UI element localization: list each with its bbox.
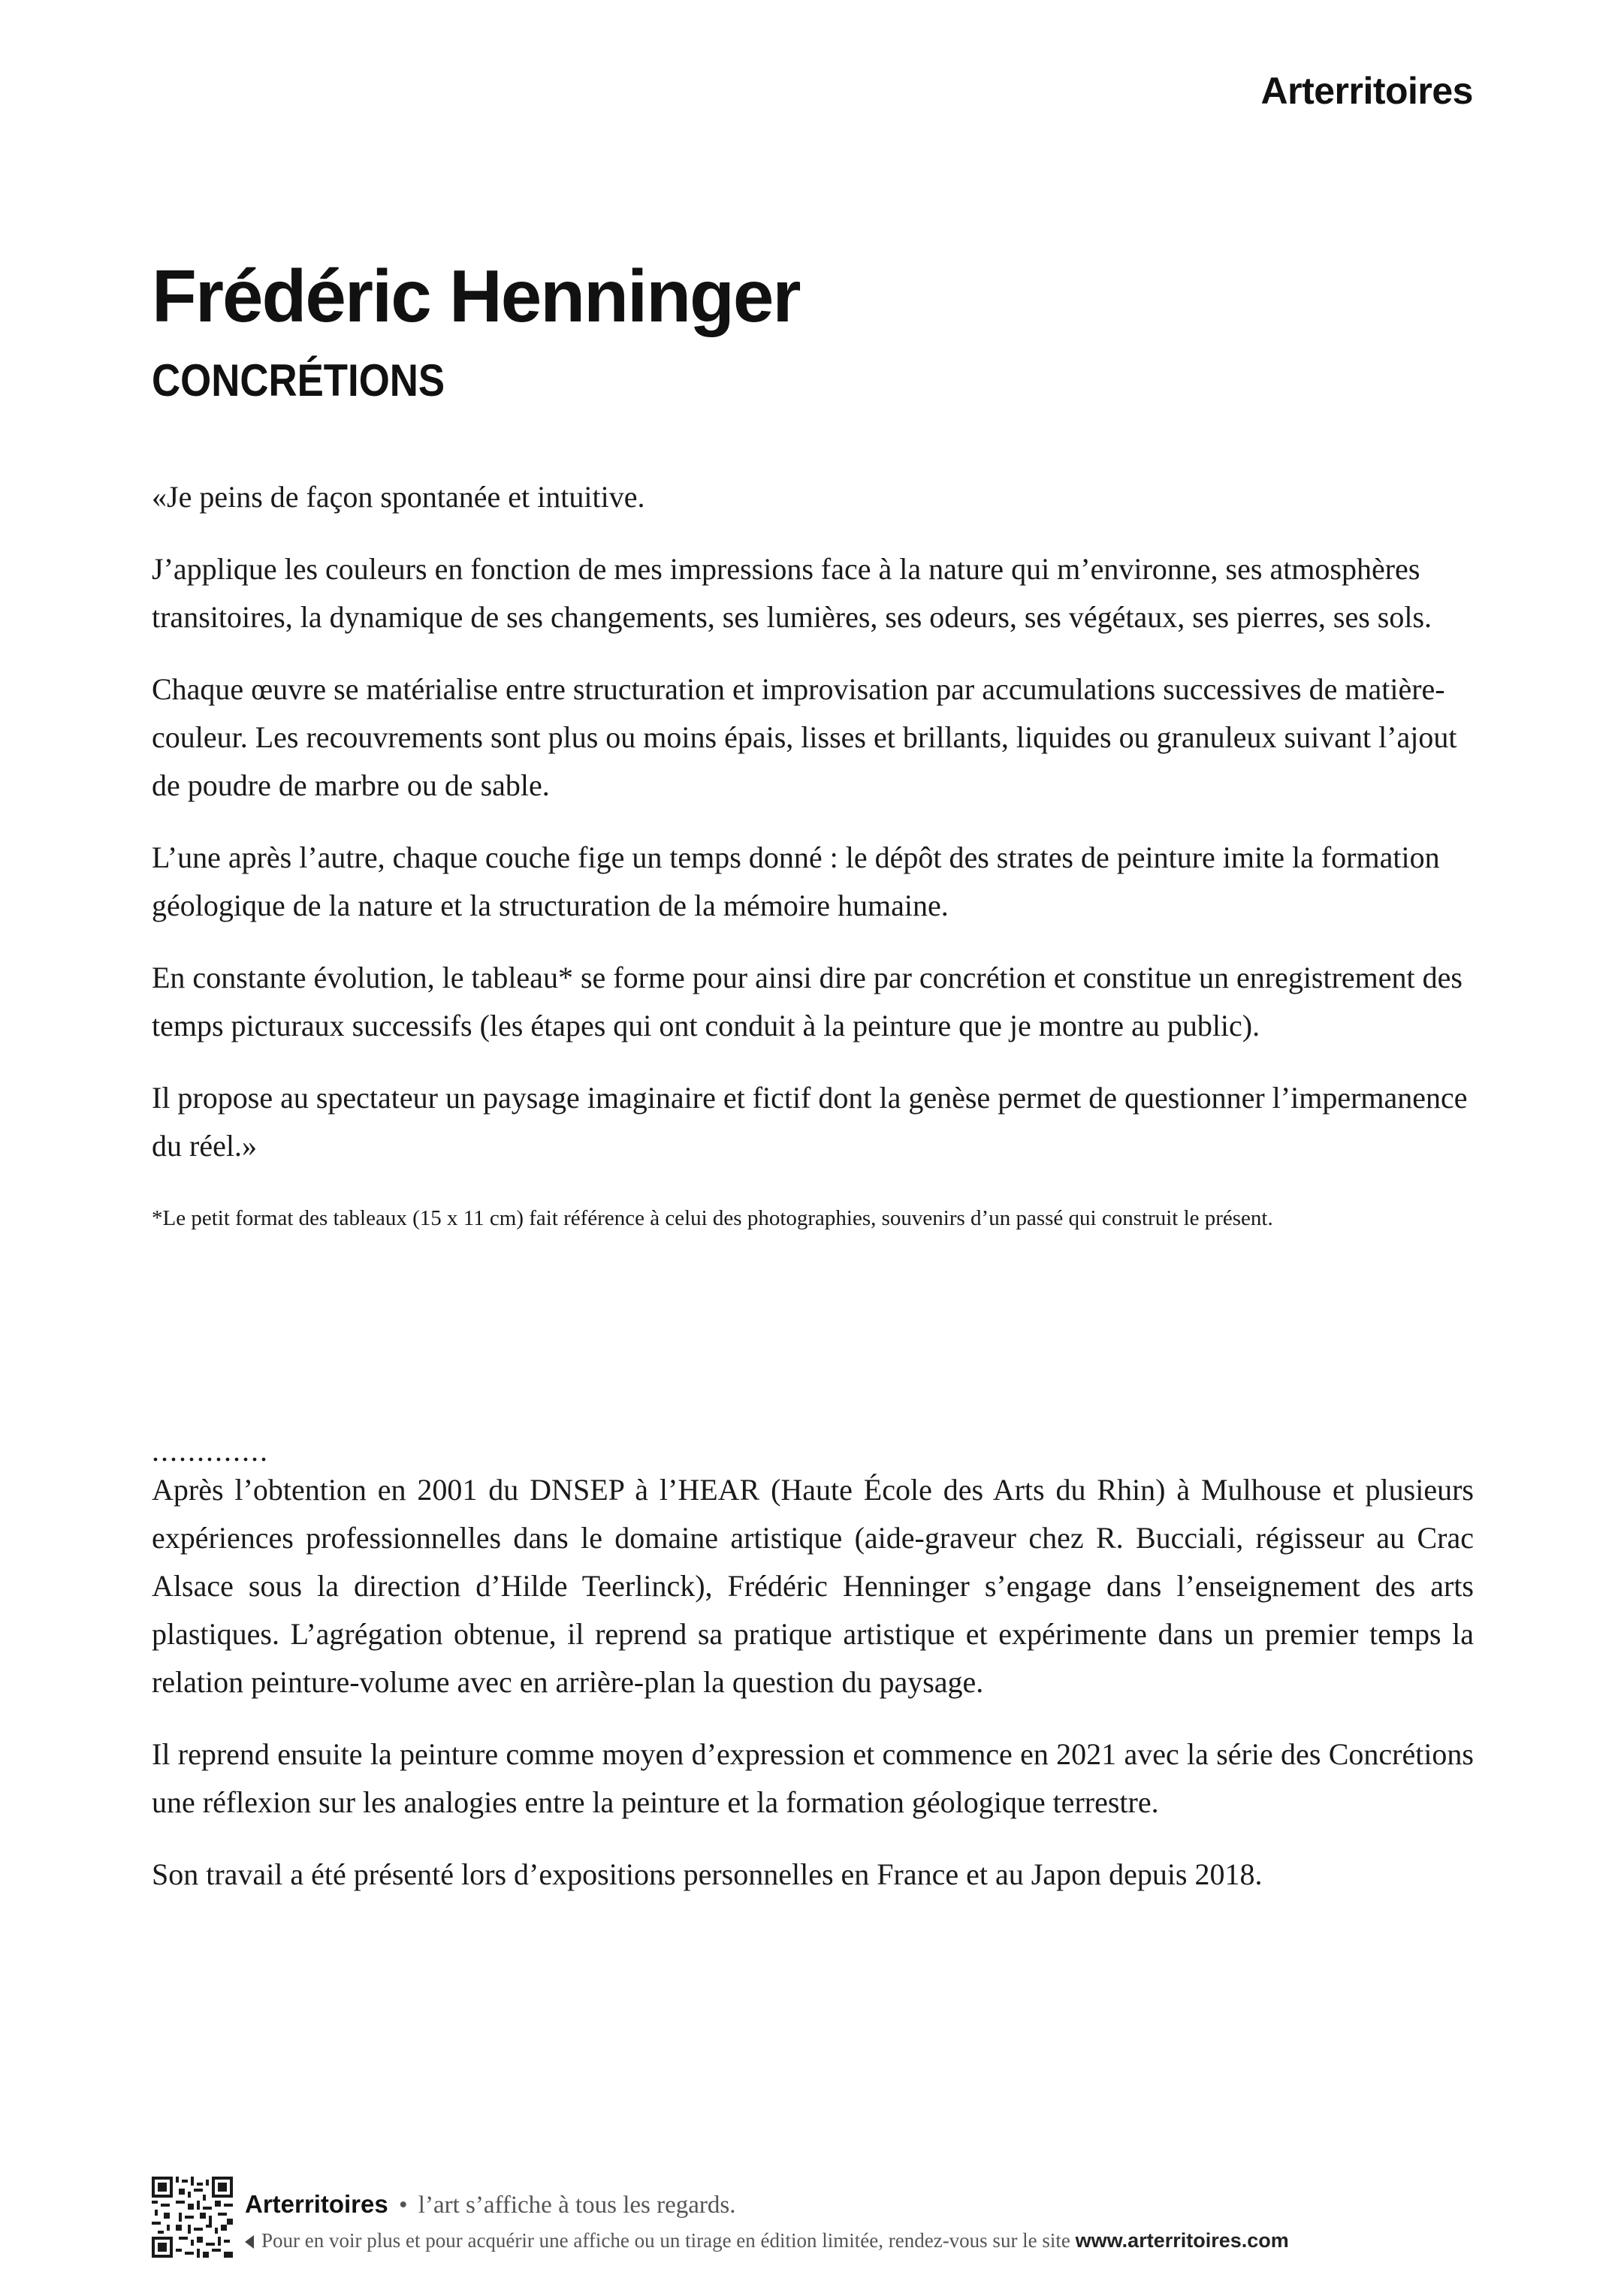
- statement-paragraph: «Je peins de façon spontanée et intuitive.: [152, 480, 645, 514]
- bio-paragraph: Il reprend ensuite la peinture comme moyen d’expression et commence en 2021 avec la série des Concrétions une réflexion sur les analogies entre la peinture et la formation géologique terrestre.: [152, 1737, 1474, 1819]
- artist-name: Frédéric Henninger: [152, 255, 800, 337]
- biography: [152, 1436, 1474, 1923]
- statement-paragraph: Il propose au spectateur un paysage imaginaire et fictif dont la genèse permet de questionner l’impermanence du réel.»: [152, 1081, 1468, 1163]
- statement-paragraph: L’une après l’autre, chaque couche fige un temps donné : le dépôt des strates de peinture imite la formation géologique de la nature et la structuration de la mémoire humaine.: [152, 840, 1440, 922]
- bio-paragraph: Après l’obtention en 2001 du DNSEP à l’HEAR (Haute École des Arts du Rhin) à Mulhouse et plusieurs expériences professionnelles dans le domaine artistique (aide-graveur chez R. Bucciali, régisseur au Crac Alsace sous la direction d’Hilde Teerlinck), Frédéric Henninger s’engage dans l’enseignement des arts plastiques. L’agrégation obtenue, il reprend sa pratique artistique et expérimente dans un premier temps la relation peinture-volume avec en arrière-plan la question du paysage.: [152, 1473, 1474, 1699]
- qr-code-icon[interactable]: [152, 2177, 233, 2258]
- section-separator: .............: [152, 1434, 269, 1468]
- footer-note: Pour en voir plus et pour acquérir une affiche ou un tirage en édition limitée, rendez-vous sur le site: [261, 2229, 1070, 2252]
- website-link[interactable]: www.arterritoires.com: [1075, 2229, 1289, 2252]
- footer-brand: Arterritoires: [245, 2190, 388, 2218]
- footer-tagline-line: [245, 2190, 736, 2219]
- header: [152, 255, 800, 406]
- statement-paragraph: J’applique les couleurs en fonction de mes impressions face à la nature qui m’environne, ses atmosphères transitoires, la dynamique de ses changements, ses lumières, ses odeurs, ses végétaux, ses pierres, ses sols.: [152, 552, 1432, 634]
- statement-paragraph: Chaque œuvre se matérialise entre structuration et improvisation par accumulations successives de matière-couleur. Les recouvrements sont plus ou moins épais, lisses et brillants, liquides ou granuleux suivant l’ajout de poudre de marbre ou de sable.: [152, 672, 1457, 802]
- footer-note-line: [245, 2229, 1289, 2252]
- triangle-left-icon: [245, 2235, 254, 2249]
- brand-logo-top: Arterritoires: [1260, 70, 1473, 112]
- footer-tagline: l’art s’affiche à tous les regards.: [418, 2192, 736, 2219]
- footer-bullet: •: [398, 2192, 408, 2219]
- footer: [152, 2177, 1474, 2259]
- statement-paragraph: En constante évolution, le tableau* se forme pour ainsi dire par concrétion et constitue un enregistrement des temps picturaux successifs (les étapes qui ont conduit à la peinture que je montre au public).: [152, 961, 1463, 1042]
- footnote: *Le petit format des tableaux (15 x 11 cm) fait référence à celui des photographies, souvenirs d’un passé qui construit le présent.: [152, 1206, 1273, 1230]
- artist-statement: [152, 473, 1474, 1257]
- bio-paragraph: Son travail a été présenté lors d’expositions personnelles en France et au Japon depuis 2018.: [152, 1857, 1263, 1891]
- series-title: CONCRÉTIONS: [152, 355, 445, 406]
